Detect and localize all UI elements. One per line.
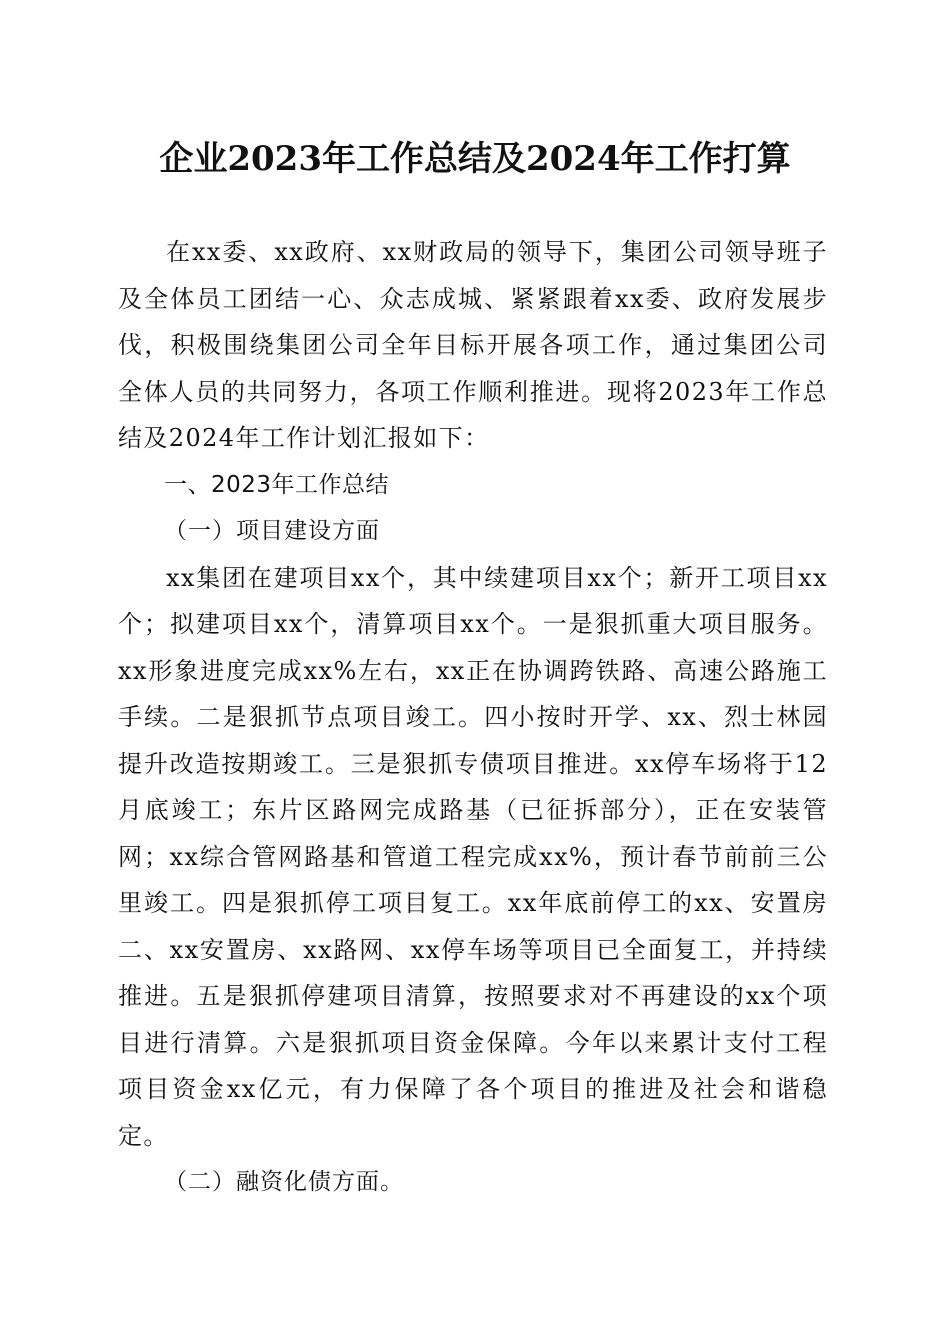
section-1-heading: 一、2023年工作总结	[164, 471, 390, 498]
subsection-1-paragraph: xx集团在建项目xx个，其中续建项目xx个；新开工项目xx个；拟建项目xx个，清算项目xx个。一是狠抓重大项目服务。xx形象进度完成xx%左右，xx正在协调跨铁路、高速公路施工手续。二是狠抓节点项目竣工。四小按时开学、xx、烈士林园提升改造按期竣工。三是狠抓专债项目推进。xx停车场将于12月底竣工；东片区路网完成路基（已征拆部分），正在安装管网；xx综合管网路基和管道工程完成xx%，预计春节前前三公里竣工。四是狠抓停工项目复工。xx年底前停工的xx、安置房二、xx安置房、xx路网、xx停车场等项目已全面复工，并持续推进。五是狠抓停建项目清算，按照要求对不再建设的xx个项目进行清算。六是狠抓项目资金保障。今年以来累计支付工程项目资金xx亿元，有力保障了各个项目的推进及社会和谐稳定。	[118, 563, 828, 1150]
intro-paragraph: 在xx委、xx政府、xx财政局的领导下，集团公司领导班子及全体员工团结一心、众志成城、紧紧跟着xx委、政府发展步伐，积极围绕集团公司全年目标开展各项工作，通过集团公司全体人员的共同努力，各项工作顺利推进。现将2023年工作总结及2024年工作计划汇报如下：	[118, 238, 828, 452]
document-title: 企业2023年工作总结及2024年工作打算	[159, 139, 791, 179]
subsection-2-heading: （二）融资化债方面。	[164, 1169, 404, 1195]
document-body	[118, 229, 828, 1206]
subsection-1-heading: （一）项目建设方面	[164, 518, 380, 544]
